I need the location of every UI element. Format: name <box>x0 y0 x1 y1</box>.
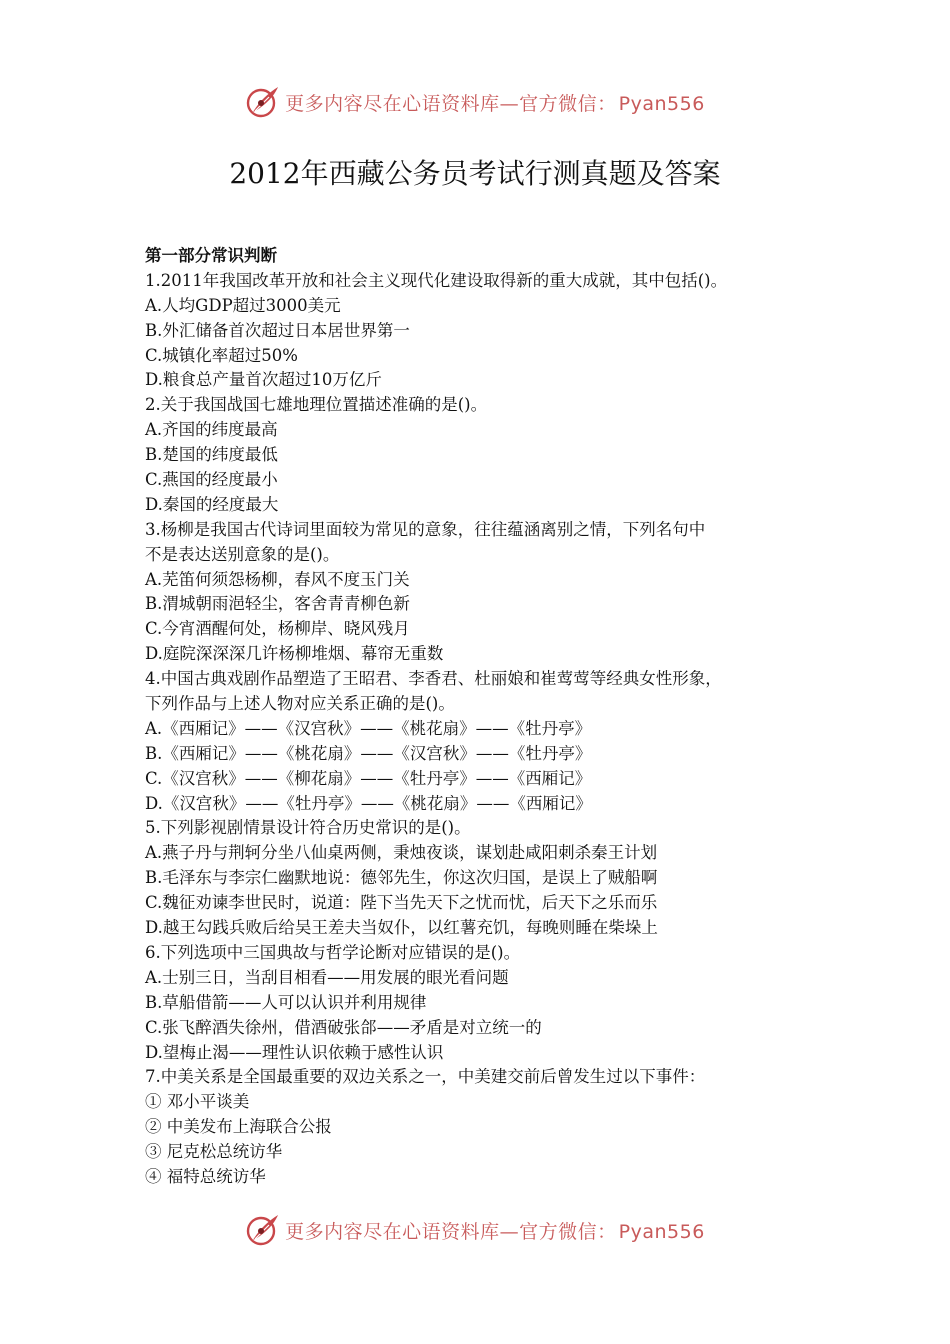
text-line: 5.下列影视剧情景设计符合历史常识的是()。 <box>145 818 471 838</box>
text-line: B.外汇储备首次超过日本居世界第一 <box>145 320 410 340</box>
text-line: C.《汉宫秋》——《柳花扇》——《牡丹亭》——《西厢记》 <box>145 768 592 788</box>
text-line: ④ 福特总统访华 <box>145 1166 266 1186</box>
text-line: 1.2011年我国改革开放和社会主义现代化建设取得新的重大成就，其中包括()。 <box>145 270 728 290</box>
text-line: B.《西厢记》——《桃花扇》——《汉宫秋》——《牡丹亭》 <box>145 743 592 763</box>
text-line: A.人均GDP超过3000美元 <box>145 295 341 315</box>
text-line: ① 邓小平谈美 <box>145 1092 250 1112</box>
text-line: B.毛泽东与李宗仁幽默地说：德邻先生，你这次归国，是误上了贼船啊 <box>145 868 658 888</box>
text-line: 2.关于我国战国七雄地理位置描述准确的是()。 <box>145 395 488 415</box>
text-line: C.城镇化率超过50% <box>145 345 298 365</box>
banner-wechat-id: Pyan556 <box>618 1220 705 1243</box>
text-line: D.《汉宫秋》——《牡丹亭》——《桃花扇》——《西厢记》 <box>145 793 592 813</box>
text-line: A.燕子丹与荆轲分坐八仙桌两侧，秉烛夜谈，谋划赴咸阳刺杀秦王计划 <box>145 843 658 863</box>
text-line: 下列作品与上述人物对应关系正确的是()。 <box>145 694 455 714</box>
banner-label: 更多内容尽在心语资料库—官方微信： <box>285 1220 617 1243</box>
text-line: 4.中国古典戏剧作品塑造了王昭君、李香君、杜丽娘和崔莺莺等经典女性形象， <box>145 669 722 689</box>
text-line: 6.下列选项中三国典故与哲学论断对应错误的是()。 <box>145 942 521 962</box>
text-line: ② 中美发布上海联合公报 <box>145 1117 332 1137</box>
quill-logo-icon <box>245 84 281 120</box>
banner-label: 更多内容尽在心语资料库—官方微信： <box>285 92 617 115</box>
banner-text <box>285 89 705 116</box>
text-line: 3.杨柳是我国古代诗词里面较为常见的意象，往往蕴涵离别之情，下列名句中 <box>145 519 706 539</box>
text-line: B.楚国的纬度最低 <box>145 445 278 465</box>
footer-watermark-banner <box>0 1210 950 1250</box>
text-line: A.齐国的纬度最高 <box>145 420 278 440</box>
text-line: D.粮食总产量首次超过10万亿斤 <box>145 370 382 390</box>
text-line: D.秦国的经度最大 <box>145 494 279 514</box>
document-title: 2012年西藏公务员考试行测真题及答案 <box>229 157 721 190</box>
banner-wechat-id: Pyan556 <box>618 92 705 115</box>
text-line: C.张飞醉酒失徐州，借酒破张郃——矛盾是对立统一的 <box>145 1017 542 1037</box>
text-line: C.魏征劝谏李世民时，说道：陛下当先天下之忧而忧，后天下之乐而乐 <box>145 893 658 913</box>
text-line: D.越王勾践兵败后给吴王差夫当奴仆，以红薯充饥，每晚则睡在柴垛上 <box>145 918 658 938</box>
text-line: B.草船借箭——人可以认识并利用规律 <box>145 992 427 1012</box>
text-line: A.士别三日，当刮目相看——用发展的眼光看问题 <box>145 967 509 987</box>
text-line: D.庭院深深深几许杨柳堆烟、幕帘无重数 <box>145 644 444 664</box>
document-body <box>145 244 835 1190</box>
section-heading: 第一部分常识判断 <box>145 246 277 265</box>
quill-logo-icon <box>245 1212 281 1248</box>
text-line: A.《西厢记》——《汉宫秋》——《桃花扇》——《牡丹亭》 <box>145 718 592 738</box>
text-line: A.芜笛何须怨杨柳，春风不度玉门关 <box>145 569 410 589</box>
text-line: D.望梅止渴——理性认识依赖于感性认识 <box>145 1042 444 1062</box>
text-line: C.今宵酒醒何处，杨柳岸、晓风残月 <box>145 619 410 639</box>
text-line: C.燕国的经度最小 <box>145 470 278 490</box>
text-line: ③ 尼克松总统访华 <box>145 1142 283 1162</box>
banner-text <box>285 1217 705 1244</box>
text-line: 不是表达送别意象的是()。 <box>145 544 340 564</box>
header-watermark-banner <box>0 82 950 122</box>
text-line: B.渭城朝雨浥轻尘，客舍青青柳色新 <box>145 594 410 614</box>
text-line: 7.中美关系是全国最重要的双边关系之一，中美建交前后曾发生过以下事件： <box>145 1067 706 1087</box>
